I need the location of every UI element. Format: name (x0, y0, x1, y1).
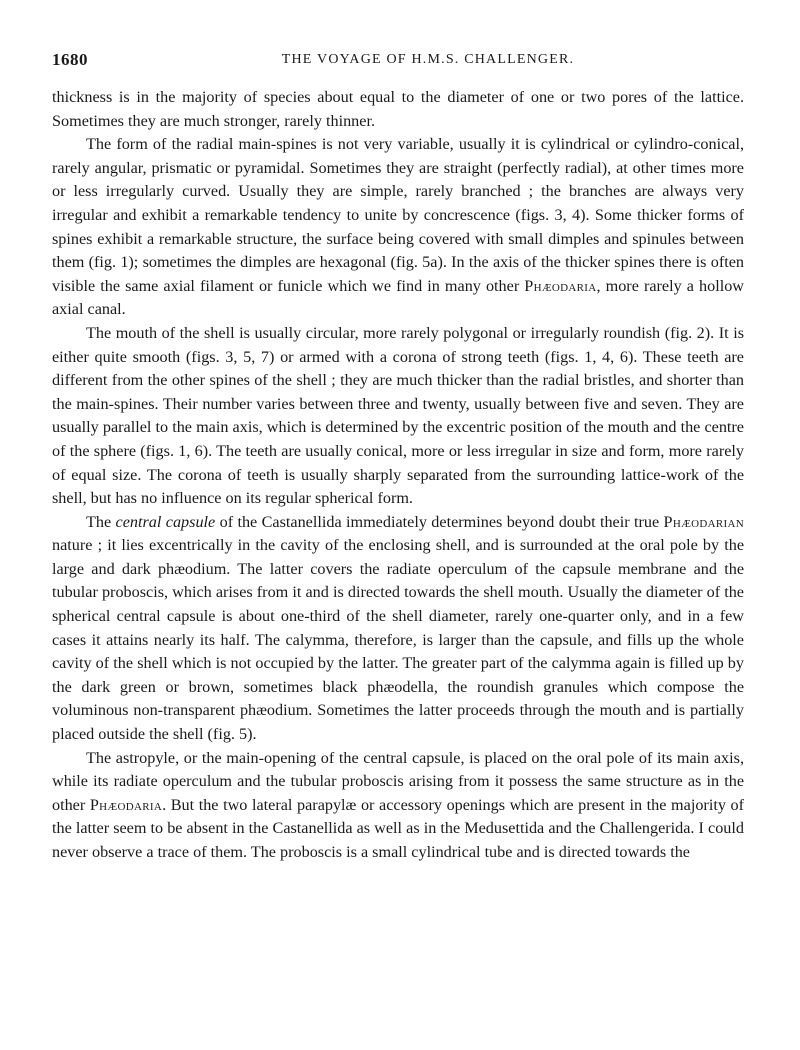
text-run: The astropyle, or the main-opening of the central capsule, is placed on the oral pole of its main axis, while its radiate operculum and the tubular proboscis arising from it possess the same structure as in the other (52, 748, 744, 814)
page-number: 1680 (52, 50, 88, 69)
paragraph (52, 511, 744, 747)
text-run: The (86, 512, 116, 531)
body-text (52, 86, 744, 865)
paragraph (52, 747, 744, 865)
text-run: of the Castanellida immediately determines beyond doubt their true (215, 512, 664, 531)
paragraph (52, 322, 744, 511)
text-run: nature ; it lies excentrically in the cavity of the enclosing shell, and is surrounded at the oral pole by the large and dark phæodium. The latter covers the radiate operculum of the capsule membrane and the tubular proboscis, which arises from it and is directed towards the shell mouth. Usually the diameter of the spherical central capsule is about one-third of the shell diameter, rarely one-quarter only, and in a few cases it attains nearly its half. The calymma, therefore, is larger than the capsule, and fills up the whole cavity of the shell which is not occupied by the latter. The greater part of the calymma again is filled up by the dark green or brown, sometimes black phæodella, the roundish granules which compose the voluminous non-transparent phæodium. Sometimes the latter proceeds through the mouth and is partially placed outside the shell (fig. 5). (52, 536, 744, 744)
text-run: , more rarely a hollow axial canal. (52, 276, 744, 319)
page (52, 44, 744, 865)
page-header (52, 44, 744, 72)
text-run: The form of the radial main-spines is not very variable, usually it is cylindrical or cylindro-conical, rarely angular, prismatic or pyramidal. Sometimes they are straight (perfectly radial), at other times more or less irregularly curved. Usually they are simple, rarely branched ; the branches are always very irregular and exhibit a remarkable tendency to unite by concrescence (figs. 3, 4). Some thicker forms of spines exhibit a remarkable structure, the surface being covered with small dimples and spinules between them (fig. 1); sometimes the dimples are hexagonal (fig. 5a). In the axis of the thicker spines there is often visible the same axial filament or funicle which we find in many other (52, 135, 744, 295)
small-caps-term: Phæodaria (524, 276, 597, 295)
text-run: thickness is in the majority of species about equal to the diameter of one or two pores of the lattice. Sometimes they are much stronger, rarely thinner. (52, 88, 744, 130)
small-caps-term: Phæodarian (663, 512, 744, 531)
running-title: THE VOYAGE OF H.M.S. CHALLENGER. (281, 52, 575, 67)
paragraph (52, 86, 744, 133)
text-run: . But the two lateral parapylæ or accessory openings which are present in the majority of the latter seem to be absent in the Castanellida as well as in the Medusettida and the Challengerida. I could never observe a trace of them. The proboscis is a small cylindrical tube and is directed towards the (52, 795, 744, 861)
text-run: The mouth of the shell is usually circular, more rarely polygonal or irregularly roundish (fig. 2). It is either quite smooth (figs. 3, 5, 7) or armed with a corona of strong teeth (figs. 1, 4, 6). These teeth are different from the other spines of the shell ; they are much thicker than the radial bristles, and shorter than the main-spines. Their number varies between three and twenty, usually between five and seven. They are usually parallel to the main axis, which is determined by the excentric position of the mouth and the centre of the sphere (figs. 1, 6). The teeth are usually conical, more or less irregular in size and form, more rarely of equal size. The corona of teeth is usually sharply separated from the surrounding lattice-work of the shell, but has no influence on its regular spherical form. (52, 323, 744, 508)
paragraph (52, 133, 744, 322)
small-caps-term: Phæodaria (89, 795, 163, 814)
italic-term: central capsule (115, 512, 216, 531)
